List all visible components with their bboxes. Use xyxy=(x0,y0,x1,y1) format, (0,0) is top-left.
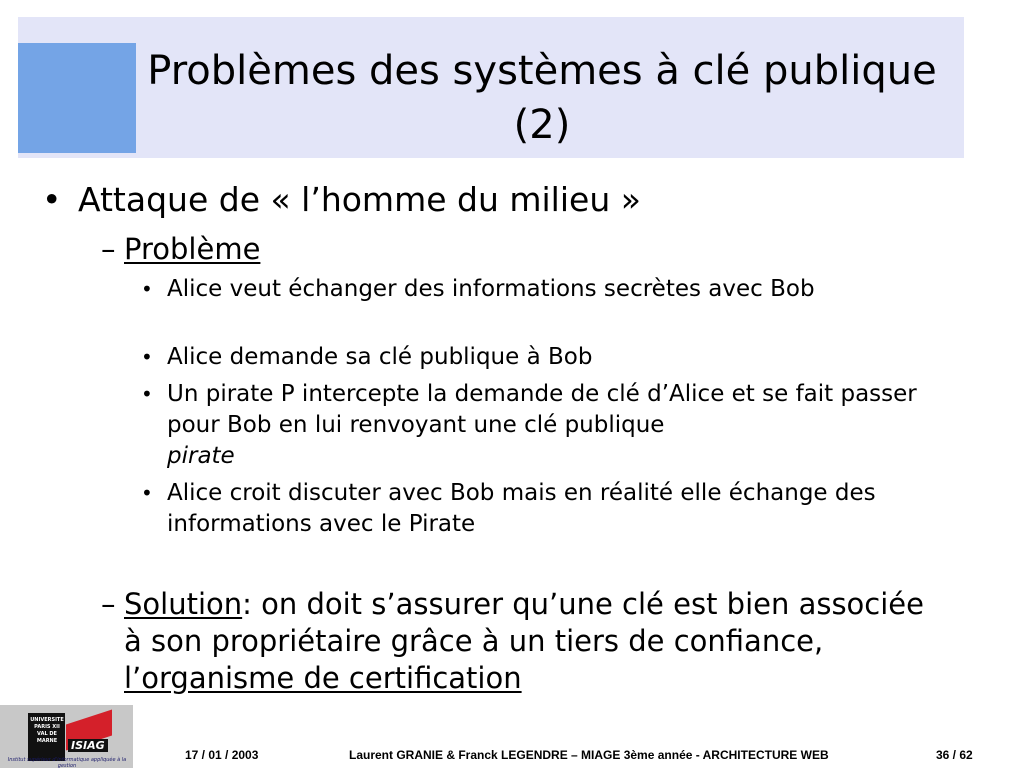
list-item-text-wrap xyxy=(167,379,957,472)
footer-authors: Laurent GRANIE & Franck LEGENDRE – MIAGE 3ème année - ARCHITECTURE WEB xyxy=(349,748,829,762)
bullet-dot-icon: • xyxy=(141,277,153,301)
bullet-attack-text: Attaque de « l’homme du milieu » xyxy=(78,180,641,219)
logo-caption: Institut supérieur d’informatique appliquée à la gestion xyxy=(7,757,127,768)
logo-name: ISIAG xyxy=(68,739,108,752)
solution-text: : on doit s’assurer qu’une clé est bien associée à son propriétaire grâce à un tiers de confiance, xyxy=(124,587,924,658)
list-item-text: Alice croit discuter avec Bob mais en réalité elle échange des informations avec le Pirate xyxy=(167,480,876,537)
list-item-emphasis: pirate xyxy=(167,443,235,469)
isiag-logo xyxy=(0,705,133,768)
solution-text-wrap xyxy=(124,586,944,697)
dash-icon: – xyxy=(101,232,116,266)
solution-label: Solution xyxy=(124,587,243,621)
slide-title: Problèmes des systèmes à clé publique (2) xyxy=(147,48,937,148)
bullet-dot-icon: • xyxy=(42,180,62,219)
list-item-text: Un pirate P intercepte la demande de clé d’Alice et se fait passer pour Bob en lui renvoyant une clé publique xyxy=(167,381,917,438)
title-accent-square xyxy=(18,43,136,153)
footer-date: 17 / 01 / 2003 xyxy=(185,748,259,762)
footer-page-number: 36 / 62 xyxy=(936,748,973,762)
bullet-dot-icon: • xyxy=(141,345,153,369)
list-item-text: Alice veut échanger des informations secrètes avec Bob xyxy=(167,276,815,302)
list-item-text: Alice demande sa clé publique à Bob xyxy=(167,344,593,370)
dash-icon: – xyxy=(101,587,116,621)
probleme-label: Problème xyxy=(124,232,261,266)
logo-university-text: UNIVERSITE PARIS XII VAL DE MARNE xyxy=(30,717,64,744)
bullet-dot-icon: • xyxy=(141,481,153,505)
bullet-dot-icon: • xyxy=(141,382,153,406)
solution-link-text: l’organisme de certification xyxy=(124,661,522,695)
